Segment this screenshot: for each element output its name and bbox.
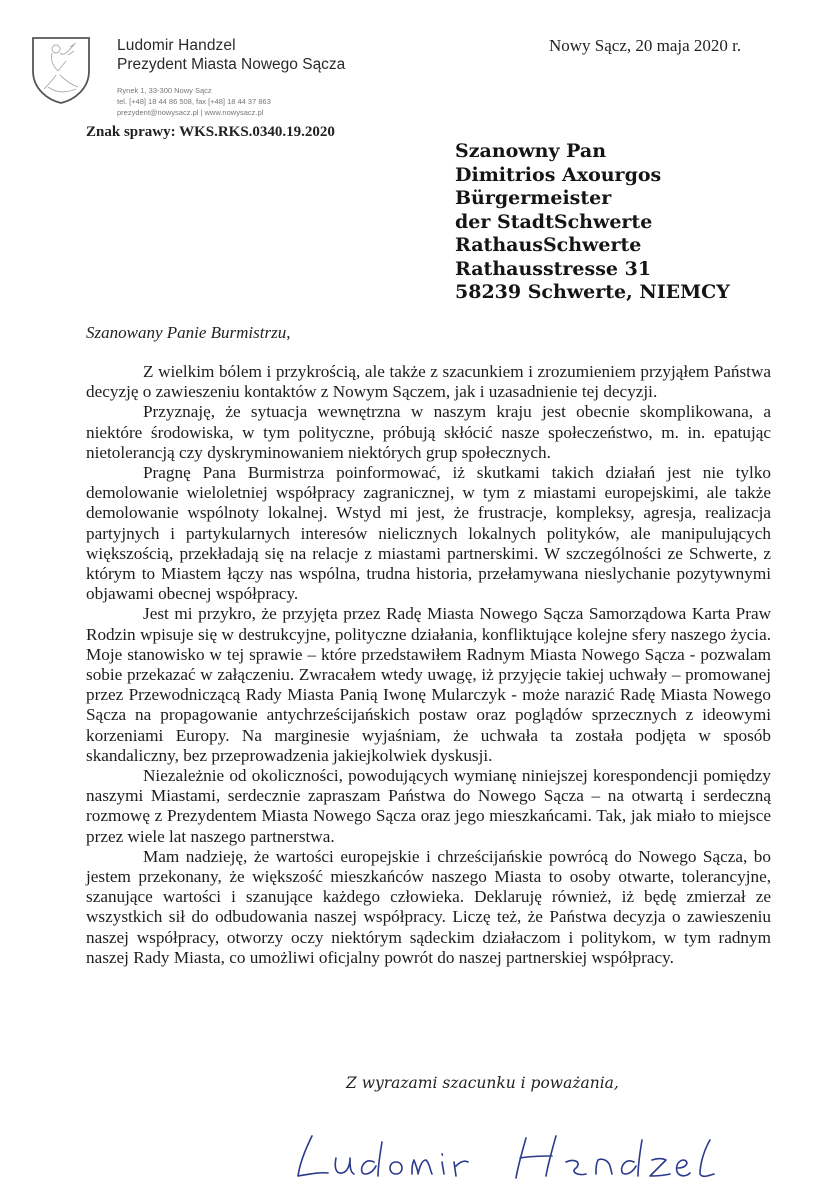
reference-number: Znak sprawy: WKS.RKS.0340.19.2020 bbox=[86, 124, 335, 140]
letter-body bbox=[86, 362, 771, 968]
recipient-line: RathausSchwerte bbox=[455, 234, 642, 256]
closing-phrase: Z wyrazami szacunku i poważania, bbox=[346, 1074, 619, 1092]
recipient-line: der StadtSchwerte bbox=[455, 210, 653, 233]
body-paragraph: Z wielkim bólem i przykrością, ale także z szacunkiem i zrozumieniem przyjąłem Państwa decyzję o zawieszeniu kontaktów z Nowym Sączem, jak i uzasadnienie tej decyzji. bbox=[86, 362, 771, 402]
letterhead-title: Prezydent Miasta Nowego Sącza bbox=[117, 56, 346, 73]
body-paragraph: Jest mi przykro, że przyjęta przez Radę Miasta Nowego Sącza Samorządowa Karta Praw Rodzin wpisuje się w destrukcyjne, polityczne działania, konfliktujące kolejne sfery naszego życia. Moje stanowisko w tej sprawie – które przedstawiłem Radnym Miasta Nowego Sącza - pozwalam sobie przekazać w załączeniu. Zwracałem wtedy uwagę, iż przyjęcie takiej uchwały – promowanej przez Przewodniczącą Rady Miasta Panią Iwonę Mularczyk - może narazić Radę Miasta Nowego Sącza na propagowanie antychrześcijańskich postaw oraz poglądów sprzecznych z ideowymi korzeniami Europy. Na marginesie wyjaśniam, że uchwała ta została podjęta w sposób skandaliczny, bez przeprowadzenia jakiejkolwiek dyskusji. bbox=[86, 604, 771, 765]
recipient-line: Szanowny Pan bbox=[455, 140, 607, 162]
body-paragraph: Przyznaję, że sytuacja wewnętrzna w naszym kraju jest obecnie skomplikowana, a niektóre środowiska, w tym polityczne, próbują skłócić nasze społeczeństwo, m. in. epatując nietolerancją czy dyskryminowaniem niektórych grup społecznych. bbox=[86, 402, 771, 462]
body-paragraph: Mam nadzieję, że wartości europejskie i chrześcijańskie powrócą do Nowego Sącza, bo jestem przekonany, że większość mieszkańców naszego Miasta to osoby otwarte, tolerancyjne, szanujące wartości i szanujące każdego człowieka. Deklaruję również, iż będę zmierzał ze wszystkich sił do odbudowania naszej współpracy. Liczę też, że Państwa decyzja o zawieszeniu naszej współpracy, otworzy oczy niektórym sądeckim działaczom i politykom, w tym radnym naszej Rady Miasta, co umożliwi oficjalny powrót do naszej partnerskiej współpracy. bbox=[86, 846, 771, 967]
city-coat-of-arms-icon bbox=[30, 35, 92, 105]
salutation: Szanowany Panie Burmistrzu, bbox=[86, 323, 291, 342]
body-paragraph: Niezależnie od okoliczności, powodujących wymianę niniejszej korespondencji pomiędzy naszymi Miastami, serdecznie zapraszam Państwa do Nowego Sącza – na otwartą i serdeczną rozmowę z Prezydentem Miasta Nowego Sącza oraz jego mieszkańcami. Tak, jak miało to miejsce przez wiele lat naszego partnerstwa. bbox=[86, 766, 771, 846]
recipient-line: Bürgermeister bbox=[455, 187, 612, 209]
letterhead-phone-fax: tel. [+48] 18 44 86 508, fax [+48] 18 44 37 863 bbox=[117, 97, 271, 106]
recipient-address bbox=[455, 140, 730, 305]
recipient-line: Dimitrios Axourgos bbox=[455, 163, 662, 186]
recipient-line: 58239 Schwerte, NIEMCY bbox=[455, 281, 730, 303]
recipient-line: Rathausstresse 31 bbox=[455, 257, 652, 280]
letterhead-email-web: prezydent@nowysacz.pl | www.nowysacz.pl bbox=[117, 108, 264, 117]
body-paragraph: Pragnę Pana Burmistrza poinformować, iż skutkami takich działań jest nie tylko demolowanie wieloletniej współpracy zagranicznej, w tym z miastami europejskimi, ale także demolowanie wspólnoty lokalnej. Wstyd mi jest, że frustracje, kompleksy, agresja, realizacja partyjnych i partykularnych interesów nielicznych lokalnych polityków, ale manipulujących większością, przekładają się na relacje z miastami partnerskimi. W szczególności ze Schwerte, z którym to Miastem łączy nas wspólna, trudna historia, przełamywana nieslychanie pozytywnymi objawami obecnej współpracy. bbox=[86, 463, 771, 604]
handwritten-signature bbox=[290, 1118, 730, 1188]
letterhead-address: Rynek 1, 33-300 Nowy Sącz bbox=[117, 86, 212, 95]
letter-date: Nowy Sącz, 20 maja 2020 r. bbox=[549, 36, 742, 55]
letterhead-name: Ludomir Handzel bbox=[117, 37, 236, 54]
